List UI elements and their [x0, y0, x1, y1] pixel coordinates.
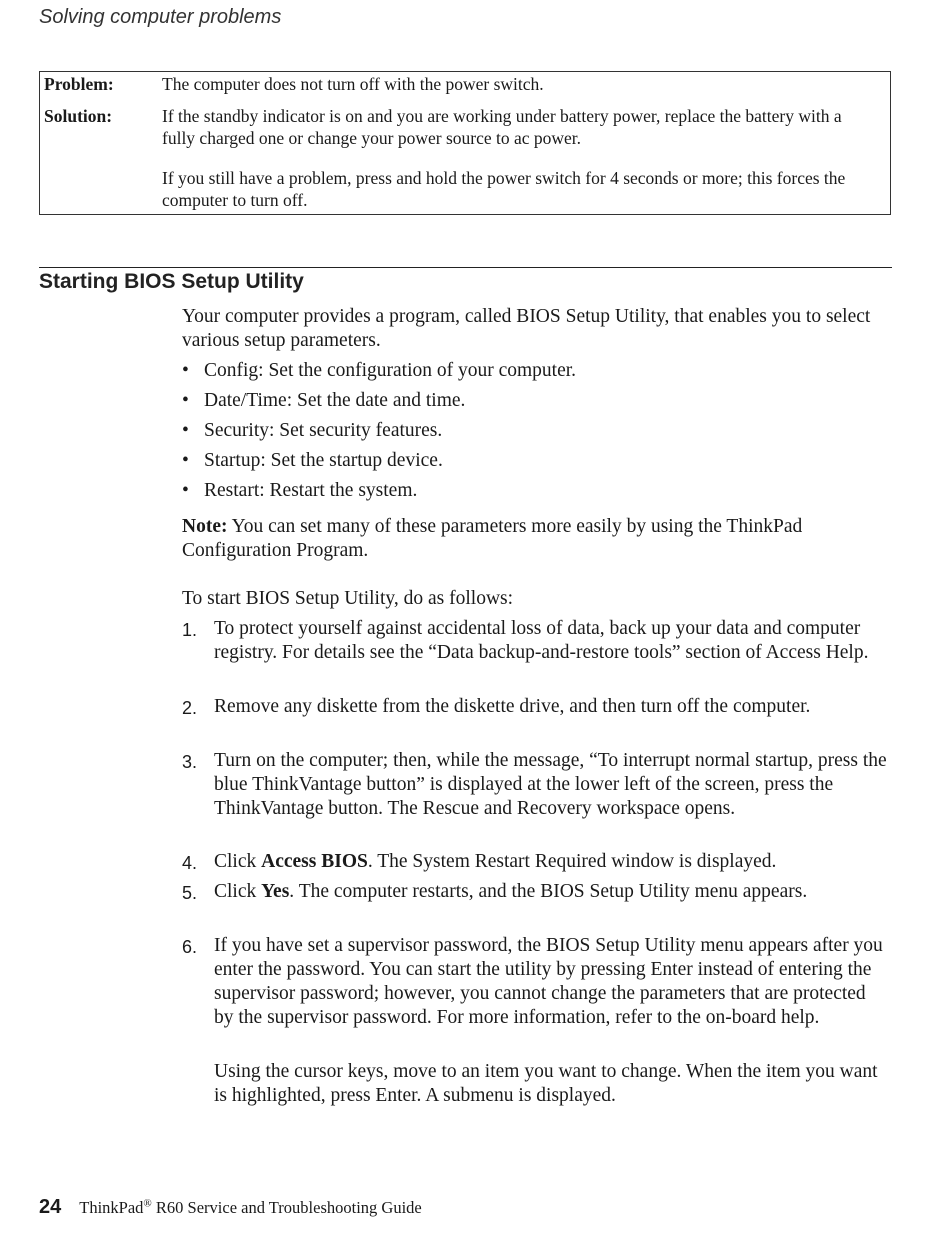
note-text: You can set many of these parameters more easily by using the ThinkPad Configuration Program. [182, 516, 803, 561]
step-text: Turn on the computer; then, while the message, “To interrupt normal startup, press the blue ThinkVantage button” is displayed at the lower left of the screen, press the ThinkVantage button. The Rescue and Recovery workspace opens. [214, 750, 887, 819]
step-text: Click Access BIOS. The System Restart Required window is displayed. [214, 851, 777, 872]
bullet-text: Config: Set the configuration of your computer. [204, 360, 577, 381]
section-divider [39, 267, 892, 268]
running-header: Solving computer problems [39, 6, 282, 28]
step-number: 6. [182, 937, 198, 957]
book-subtitle: R60 Service and Troubleshooting Guide [151, 1198, 422, 1217]
step-number: 1. [182, 620, 198, 640]
bullet-text: Date/Time: Set the date and time. [204, 390, 466, 411]
numbered-step [182, 850, 887, 874]
step-text: Remove any diskette from the diskette drive, and then turn off the computer. [214, 696, 811, 717]
step-text: To protect yourself against accidental loss of data, back up your data and computer registry. For details see the “Data backup-and-restore tools” section of Access Help. [214, 618, 869, 663]
bullet-marker: • [182, 390, 189, 411]
solution-paragraph-1: If the standby indicator is on and you are working under battery power, replace the battery with a fully charged one or change your power source to ac power. [162, 106, 842, 148]
numbered-step [182, 695, 887, 719]
page-number: 24 [39, 1196, 62, 1218]
bullet-text: Restart: Restart the system. [204, 480, 418, 501]
bullet-marker: • [182, 450, 189, 471]
note-paragraph [182, 515, 872, 563]
intro-paragraph: Your computer provides a program, called BIOS Setup Utility, that enables you to select various setup parameters. [182, 306, 871, 351]
step-followup-text: Using the cursor keys, move to an item you want to change. When the item you want is highlighted, press Enter. A submenu is displayed. [214, 1061, 878, 1106]
registered-mark: ® [143, 1197, 152, 1210]
numbered-step [182, 880, 887, 904]
numbered-step [182, 617, 887, 665]
step-text: Click Yes. The computer restarts, and the BIOS Setup Utility menu appears. [214, 881, 808, 902]
bullet-marker: • [182, 360, 189, 381]
step-followup [182, 1060, 887, 1108]
step-number: 5. [182, 883, 198, 903]
solution-label: Solution: [44, 106, 113, 126]
bullet-text: Security: Set security features. [204, 420, 443, 441]
step-number: 2. [182, 698, 198, 718]
problem-label: Problem: [44, 74, 114, 94]
page-footer [39, 1196, 422, 1219]
bullet-text: Startup: Set the startup device. [204, 450, 443, 471]
solution-paragraph-2: If you still have a problem, press and hold the power switch for 4 seconds or more; this forces the computer to turn off. [162, 168, 846, 210]
section-title: Starting BIOS Setup Utility [39, 270, 304, 293]
problem-text: The computer does not turn off with the power switch. [162, 74, 544, 94]
steps-intro: To start BIOS Setup Utility, do as follows: [182, 588, 514, 609]
step-text: If you have set a supervisor password, the BIOS Setup Utility menu appears after you enter the password. You can start the utility by pressing Enter instead of entering the supervisor password; however, you cannot change the parameters that are protected by the supervisor password. For more information, refer to the on-board help. [214, 935, 883, 1028]
numbered-step [182, 749, 887, 821]
bullet-marker: • [182, 480, 189, 501]
step-number: 3. [182, 752, 198, 772]
note-label: Note: [182, 516, 228, 537]
solution-text [162, 105, 878, 211]
book-name: ThinkPad [79, 1198, 144, 1217]
problem-solution-table [39, 71, 891, 215]
step-number: 4. [182, 853, 198, 873]
numbered-step [182, 934, 887, 1030]
bullet-marker: • [182, 420, 189, 441]
